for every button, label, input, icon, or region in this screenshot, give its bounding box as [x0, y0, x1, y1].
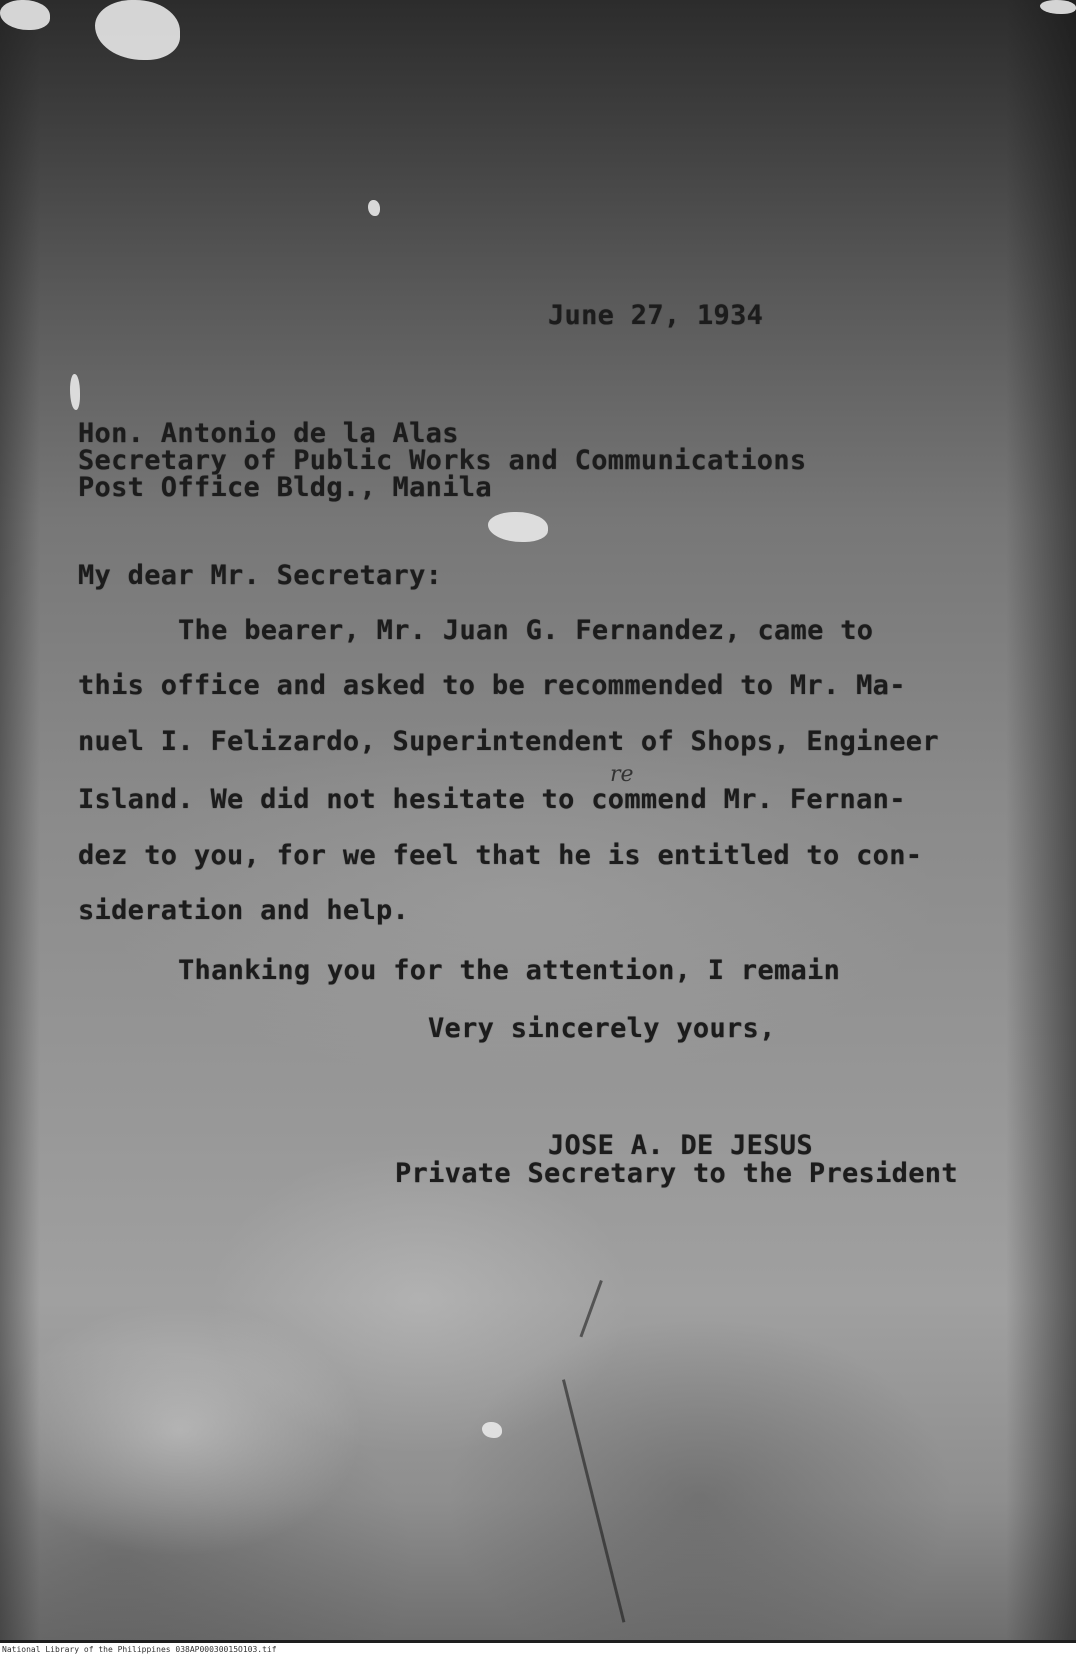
archive-footer — [0, 1643, 1076, 1658]
recipient-title: Secretary of Public Works and Communications — [78, 445, 807, 476]
recipient-address: Post Office Bldg., Manila — [78, 472, 492, 503]
page-shadow-left — [0, 0, 40, 1640]
paper-crease — [579, 1280, 602, 1337]
salutation: My dear Mr. Secretary: — [78, 560, 443, 591]
body-line: dez to you, for we feel that he is entitled to con- — [78, 840, 923, 871]
paper-crease — [562, 1379, 625, 1622]
paper-damage — [95, 0, 180, 60]
paper-damage — [368, 200, 380, 216]
body-line: sideration and help. — [78, 895, 410, 926]
handwritten-correction: re — [610, 762, 634, 787]
body-line: this office and asked to be recommended to Mr. Ma- — [78, 670, 906, 701]
recipient-name: Hon. Antonio de la Alas — [78, 418, 459, 449]
archive-caption: National Library of the Philippines 038AP00030015O103.tif — [2, 1645, 277, 1654]
body-line: The bearer, Mr. Juan G. Fernandez, came to — [178, 615, 874, 646]
signature-title: Private Secretary to the President — [395, 1158, 958, 1189]
signature-name: JOSE A. DE JESUS — [548, 1130, 813, 1161]
body-line: nuel I. Felizardo, Superintendent of Shops, Engineer — [78, 726, 939, 757]
closing-line: Thanking you for the attention, I remain — [178, 955, 841, 986]
valediction: Very sincerely yours, — [428, 1013, 776, 1044]
paper-damage — [482, 1422, 502, 1438]
paper-damage — [488, 512, 548, 542]
paper-damage — [70, 374, 80, 410]
letter-date: June 27, 1934 — [548, 300, 764, 331]
body-line: Island. We did not hesitate to commend Mr. Fernan- — [78, 784, 906, 815]
page-shadow-right — [1006, 0, 1076, 1640]
